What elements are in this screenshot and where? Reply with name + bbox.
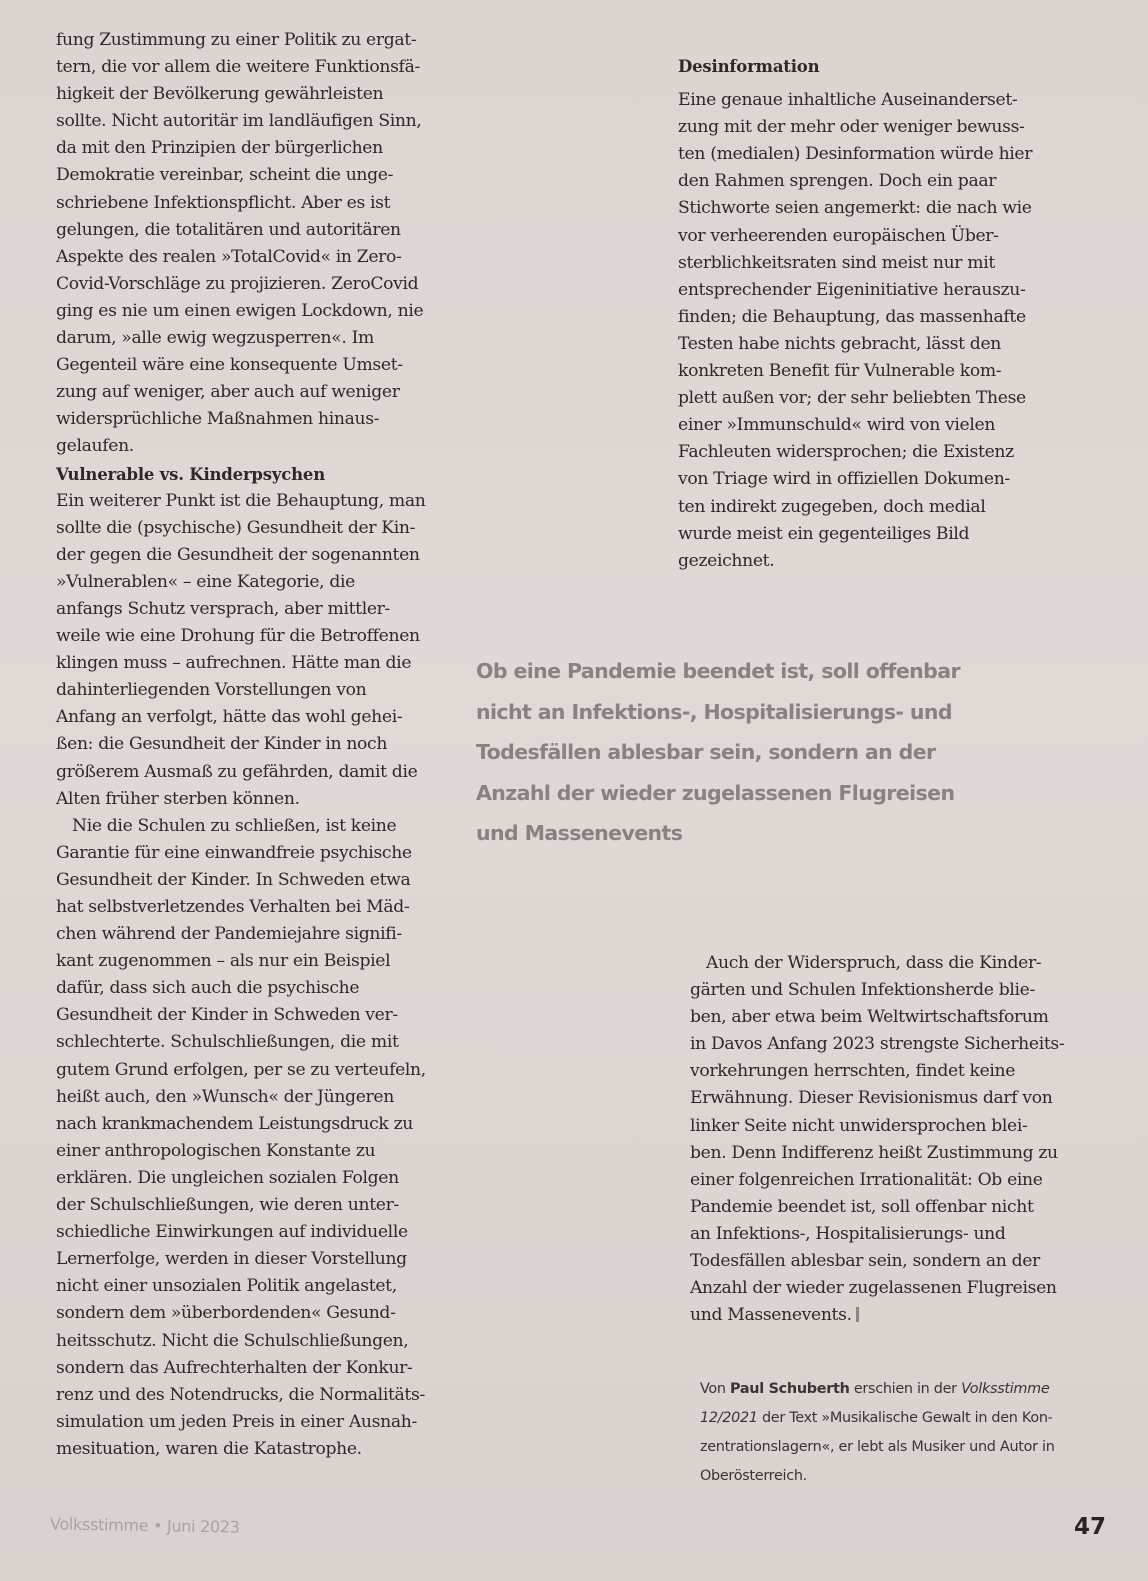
paragraph-conclusion: [690, 950, 1120, 1329]
author-bio-text: Von: [700, 1381, 731, 1397]
text-line: heitsschutz. Nicht die Schulschließungen,: [56, 1330, 409, 1351]
text-line: Eine genaue inhaltliche Auseinanderset-: [678, 90, 1018, 111]
text-line: Gesundheit der Kinder. In Schweden etwa: [56, 869, 411, 890]
text-line: schriebene Infektionspflicht. Aber es ist: [56, 192, 391, 213]
text-line: linker Seite nicht unwidersprochen blei-: [690, 1115, 1028, 1136]
text-line: Ein weiterer Punkt ist die Behauptung, man: [56, 490, 426, 511]
author-bio-line: [700, 1375, 1130, 1404]
text-line: ten (medialen) Desinformation würde hier: [678, 144, 1033, 165]
text-line: hat selbstverletzendes Verhalten bei Mäd-: [56, 897, 410, 917]
author-bio-line: Oberösterreich.: [700, 1468, 807, 1484]
text-line: entsprechender Eigeninitiative herauszu-: [678, 279, 1026, 300]
text-line: zung auf weniger, aber auch auf weniger: [56, 382, 400, 403]
text-line: an Infektions-, Hospitalisierungs- und: [690, 1223, 1006, 1244]
text-line: erklären. Die ungleichen sozialen Folgen: [56, 1167, 399, 1188]
text-line: und Massenevents.: [690, 1302, 1120, 1329]
text-line: sondern das Aufrechterhalten der Konkur-: [56, 1357, 413, 1378]
text-line: wurde meist ein gegenteiliges Bild: [678, 523, 970, 544]
text-line: vorkehrungen herrschten, findet keine: [690, 1061, 1016, 1082]
text-line: Lernerfolge, werden in dieser Vorstellung: [56, 1249, 407, 1270]
paragraph-schools: [56, 813, 456, 1463]
subheading-vulnerable: Vulnerable vs. Kinderpsychen: [56, 464, 325, 484]
text-line: darum, »alle ewig wegzusperren«. Im: [56, 328, 374, 349]
text-line: gelungen, die totalitären und autoritären: [56, 219, 401, 240]
pull-quote-line: Anzahl der wieder zugelassenen Flugreisen: [476, 780, 955, 805]
text-line: vor verheerenden europäischen Über-: [678, 225, 999, 246]
text-line: sollte die (psychische) Gesundheit der Kin-: [56, 517, 416, 538]
text-line: gärten und Schulen Infektionsherde blie-: [690, 980, 1035, 1001]
text-line: Garantie für eine einwandfreie psychische: [56, 842, 412, 863]
text-line: sterblichkeitsraten sind meist nur mit: [678, 252, 995, 273]
text-line: »Vulnerablen« – eine Kategorie, die: [56, 571, 355, 592]
author-bio-line: [700, 1404, 1130, 1433]
footer-publication: Volksstimme • Juni 2023: [49, 1514, 240, 1537]
author-bio-text: erschien in der: [849, 1381, 962, 1397]
text-line: Todesfällen ablesbar sein, sondern an der: [690, 1251, 1040, 1272]
text-line: renz und des Notendrucks, die Normalitäts-: [56, 1384, 425, 1405]
text-line: weile wie eine Drohung für die Betroffenen: [56, 626, 420, 647]
pull-quote-line: nicht an Infektions-, Hospitalisierungs- und: [476, 699, 952, 724]
text-line: Testen habe nichts gebracht, lässt den: [678, 333, 1002, 354]
text-line: ging es nie um einen ewigen Lockdown, nie: [56, 300, 424, 321]
text-line: Aspekte des realen »TotalCovid« in Zero-: [56, 246, 402, 267]
text-line: nach krankmachendem Leistungsdruck zu: [56, 1113, 413, 1134]
text-line: in Davos Anfang 2023 strengste Sicherheits-: [690, 1034, 1065, 1055]
text-line: higkeit der Bevölkerung gewährleisten: [56, 84, 384, 105]
text-line: tern, die vor allem die weitere Funktionsfä-: [56, 57, 420, 78]
text-line: konkreten Benefit für Vulnerable kom-: [678, 361, 1002, 382]
text-line: zung mit der mehr oder weniger bewuss-: [678, 117, 1025, 138]
page-number: 47: [1074, 1514, 1107, 1540]
text-line: simulation um jeden Preis in einer Ausnah-: [56, 1411, 417, 1432]
pull-quote-line: Ob eine Pandemie beendet ist, soll offenbar: [476, 659, 960, 683]
text-line: heißt auch, den »Wunsch« der Jüngeren: [56, 1086, 394, 1107]
text-line: von Triage wird in offiziellen Dokumen-: [678, 469, 1010, 490]
text-line: klingen muss – aufrechnen. Hätte man die: [56, 653, 412, 674]
text-line: einer anthropologischen Konstante zu: [56, 1140, 376, 1161]
text-line: widersprüchliche Maßnahmen hinaus-: [56, 409, 380, 430]
text-line: ben. Denn Indifferenz heißt Zustimmung zu: [690, 1142, 1058, 1163]
text-line: Anfang an verfolgt, hätte das wohl gehei-: [56, 707, 403, 728]
text-line: gelaufen.: [56, 436, 134, 457]
pull-quote-line: Todesfällen ablesbar sein, sondern an der: [476, 740, 936, 764]
text-line: dafür, dass sich auch die psychische: [56, 978, 360, 999]
text-line: einer folgenreichen Irrationalität: Ob eine: [690, 1169, 1043, 1190]
text-line: den Rahmen sprengen. Doch ein paar: [678, 171, 997, 192]
text-line: größerem Ausmaß zu gefährden, damit die: [56, 761, 418, 782]
text-line: Gegenteil wäre eine konsequente Umset-: [56, 355, 403, 376]
text-line: gezeichnet.: [678, 550, 775, 571]
text-line: Auch der Widerspruch, dass die Kinder-: [706, 953, 1042, 973]
text-line: dahinterliegenden Vorstellungen von: [56, 680, 367, 701]
author-name: Paul Schuberth: [730, 1381, 850, 1397]
text-line: schlechterte. Schulschließungen, die mit: [56, 1032, 399, 1053]
text-line: gutem Grund erfolgen, per se zu verteufeln,: [56, 1059, 426, 1080]
text-line: mesituation, waren die Katastrophe.: [56, 1438, 362, 1459]
text-line: ßen: die Gesundheit der Kinder in noch: [56, 734, 388, 755]
text-line: Demokratie vereinbar, scheint die unge-: [56, 165, 394, 186]
subheading-desinformation: Desinformation: [678, 57, 820, 76]
text-line: Covid-Vorschläge zu projizieren. ZeroCovid: [56, 273, 419, 294]
issue-number: 12/2021: [700, 1410, 758, 1426]
text-line: nicht einer unsozialen Politik angelastet,: [56, 1276, 397, 1297]
text-line: Gesundheit der Kinder in Schweden ver-: [56, 1005, 398, 1026]
text-line: sondern dem »überbordenden« Gesund-: [56, 1303, 396, 1324]
text-line: anfangs Schutz versprach, aber mittler-: [56, 598, 391, 619]
paragraph-desinformation: [678, 87, 1078, 575]
author-bio-text: der Text »Musikalische Gewalt in den Kon-: [757, 1410, 1053, 1426]
text-line: ben, aber etwa beim Weltwirtschaftsforum: [690, 1007, 1049, 1028]
text-line: sollte. Nicht autoritär im landläufigen Sinn,: [56, 111, 422, 132]
publication-name: Volksstimme: [961, 1381, 1050, 1397]
text-line: kant zugenommen – als nur ein Beispiel: [56, 951, 391, 972]
text-line: plett außen vor; der sehr beliebten These: [678, 388, 1026, 409]
text-line: Anzahl der wieder zugelassenen Flugreisen: [690, 1278, 1057, 1299]
author-bio-line: zentrationslagern«, er lebt als Musiker und Autor in: [700, 1439, 1055, 1455]
pull-quote: [476, 651, 1016, 854]
paragraph-vulnerable: [56, 488, 456, 813]
right-column-top: [678, 53, 1078, 575]
text-line: schiedliche Einwirkungen auf individuelle: [56, 1222, 408, 1243]
text-line: fung Zustimmung zu einer Politik zu ergat-: [56, 30, 417, 50]
right-column-bottom: [690, 950, 1120, 1329]
author-bio: [700, 1375, 1130, 1491]
text-line: der Schulschließungen, wie deren unter-: [56, 1195, 399, 1216]
text-line: Fachleuten widersprochen; die Existenz: [678, 442, 1014, 463]
text-line: chen während der Pandemiejahre signifi-: [56, 924, 402, 945]
text-line: Stichworte seien angemerkt: die nach wie: [678, 198, 1032, 219]
text-line: finden; die Behauptung, das massenhafte: [678, 306, 1026, 327]
text-line: der gegen die Gesundheit der sogenannten: [56, 544, 420, 565]
text-line: Nie die Schulen zu schließen, ist keine: [72, 815, 397, 836]
text-line: Pandemie beendet ist, soll offenbar nicht: [690, 1196, 1034, 1217]
text-line: Alten früher sterben können.: [56, 788, 300, 809]
text-line: Erwähnung. Dieser Revisionismus darf von: [690, 1088, 1053, 1109]
text-line: da mit den Prinzipien der bürgerlichen: [56, 138, 383, 159]
left-column: [56, 27, 456, 1463]
paragraph-intro-continuation: [56, 27, 456, 461]
pull-quote-line: und Massenevents: [476, 821, 683, 845]
text-line: ten indirekt zugegeben, doch medial: [678, 496, 986, 517]
text-line: einer »Immunschuld« wird von vielen: [678, 415, 996, 436]
article-end-mark: [856, 1307, 859, 1322]
